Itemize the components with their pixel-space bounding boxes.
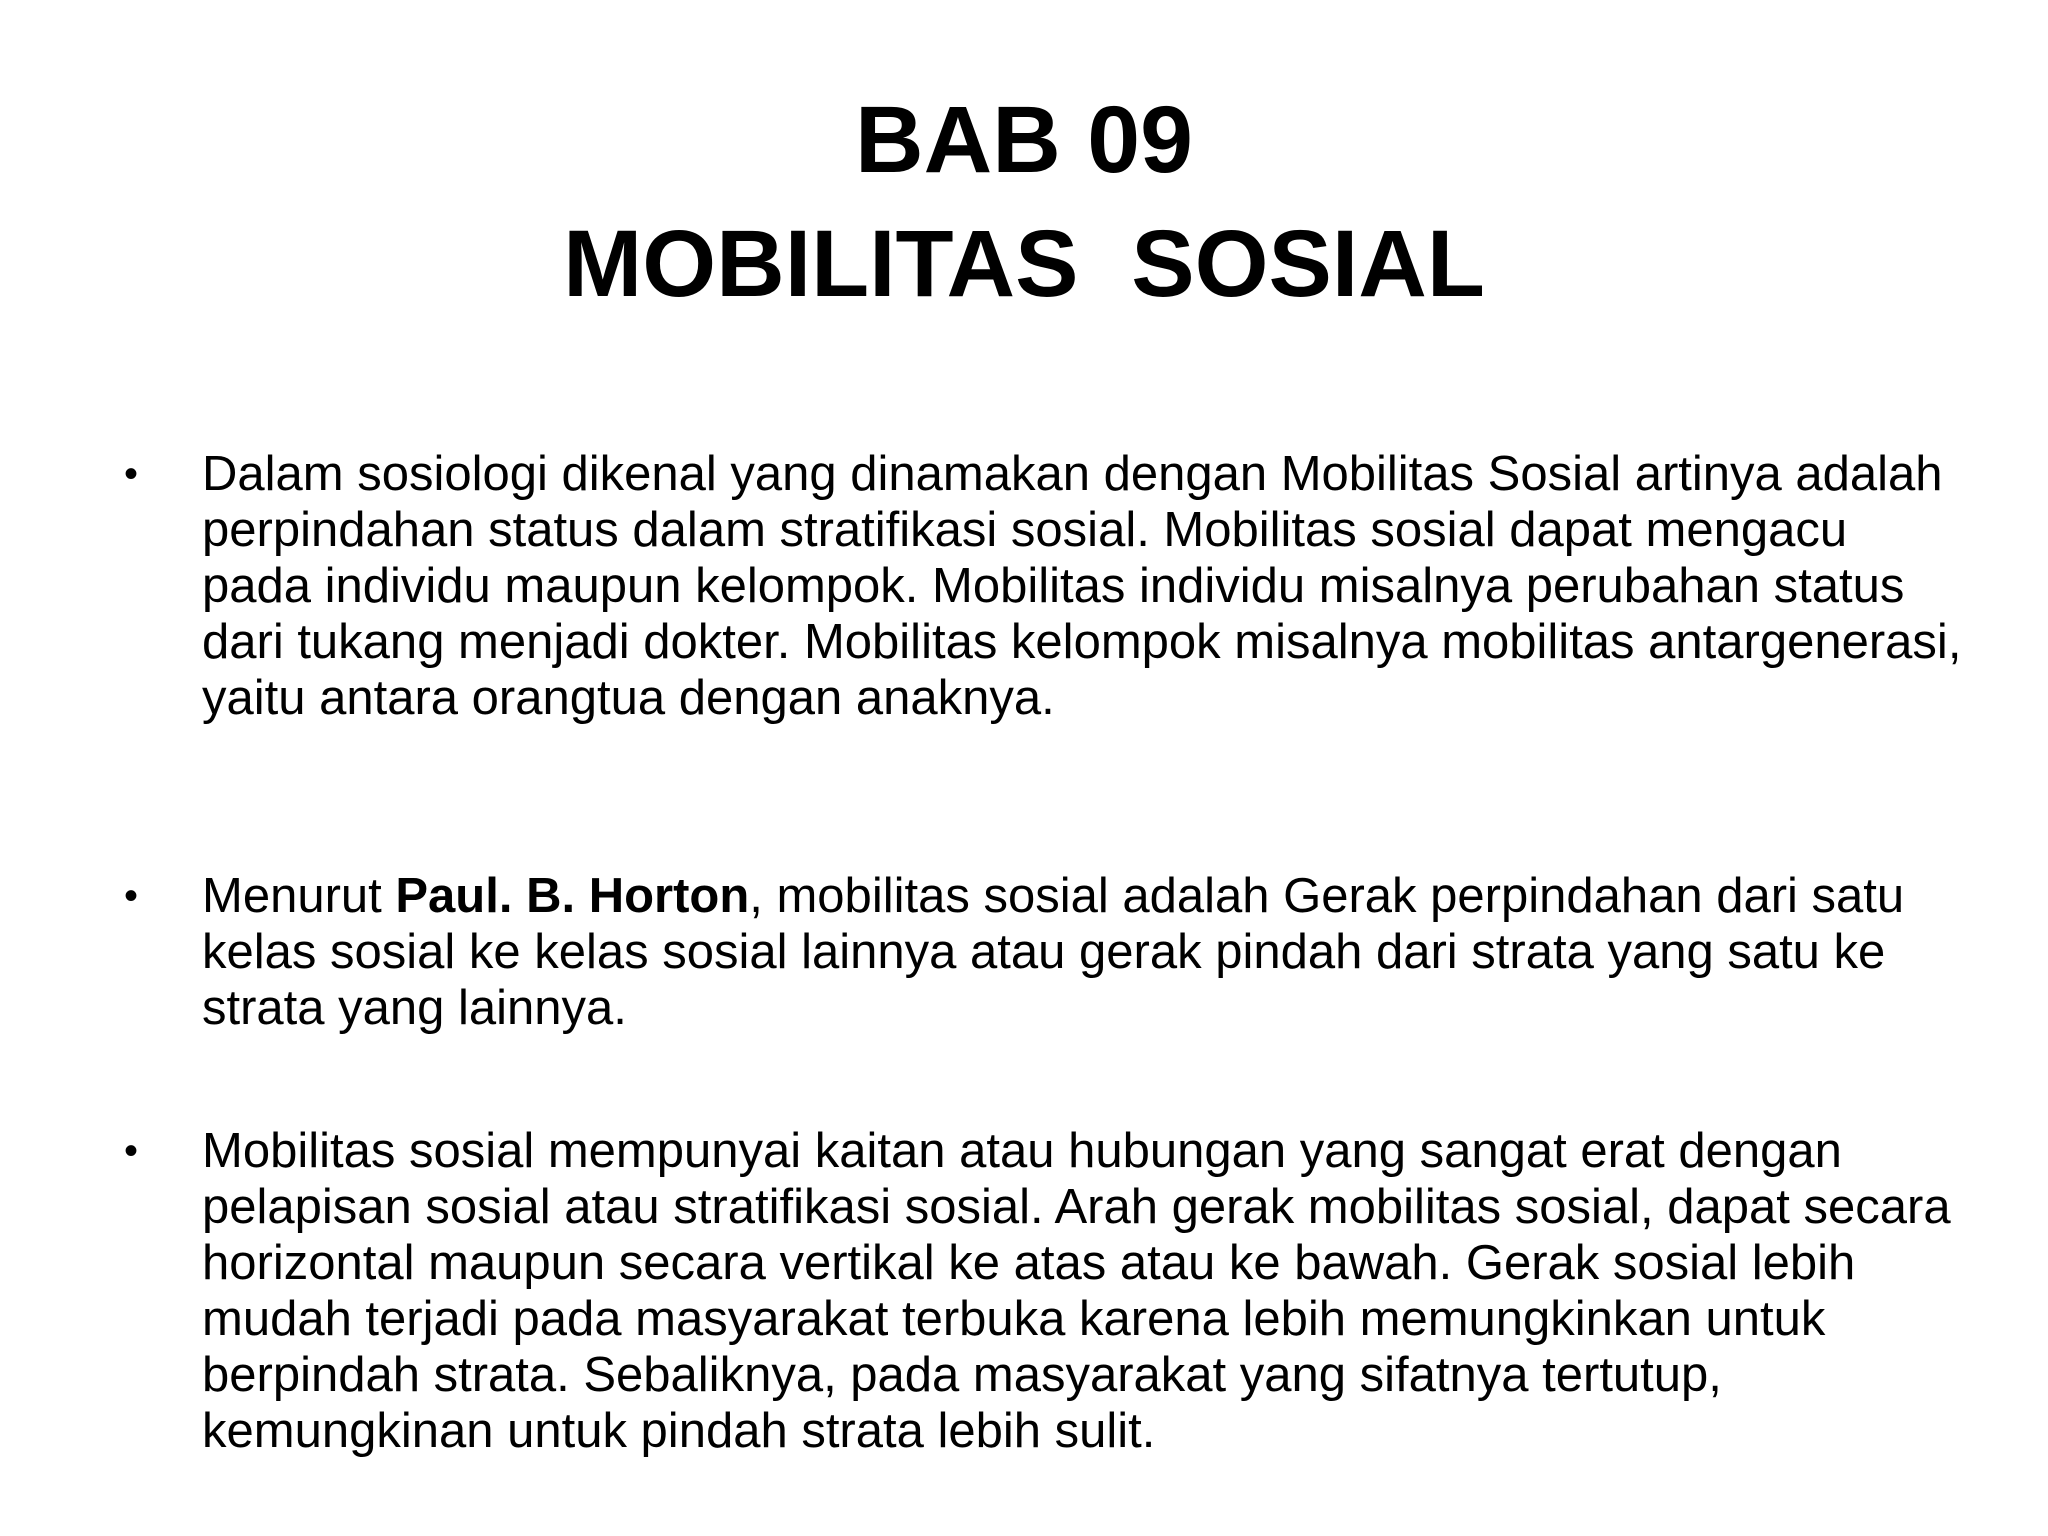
bullet-marker: •	[124, 1129, 139, 1173]
bullet-text	[202, 868, 1962, 1036]
bullet-marker: •	[124, 452, 139, 496]
title-line-chapter: BAB 09	[855, 87, 1193, 193]
bullet-marker: •	[124, 874, 139, 918]
bullet-text: Dalam sosiologi dikenal yang dinamakan dengan Mobilitas Sosial artinya adalah perpindahan status dalam stratifikasi sosial. Mobilitas sosial dapat mengacu pada individu maupun kelompok. Mobilitas individu misalnya perubahan status dari tukang menjadi dokter. Mobilitas kelompok misalnya mobilitas antargenerasi, yaitu antara orangtua dengan anaknya.	[202, 447, 1962, 725]
title-line-topic: MOBILITAS SOSIAL	[563, 211, 1485, 317]
bullet-text: Mobilitas sosial mempunyai kaitan atau hubungan yang sangat erat dengan pelapisan sosial atau stratifikasi sosial. Arah gerak mobilitas sosial, dapat secara horizontal maupun secara vertikal ke atas atau ke bawah. Gerak sosial lebih mudah terjadi pada masyarakat terbuka karena lebih memungkinkan untuk berpindah strata. Sebaliknya, pada masyarakat yang sifatnya tertutup, kemungkinan untuk pindah strata lebih sulit.	[202, 1124, 1951, 1458]
bullet-text-prefix: Menurut	[202, 869, 396, 923]
author-name: Paul. B. Horton	[395, 869, 750, 923]
bullet-text-suffix: , mobilitas sosial adalah Gerak perpindahan dari satu kelas sosial ke kelas sosial lainnya atau gerak pindah dari strata yang satu ke strata yang lainnya.	[202, 869, 1905, 1035]
